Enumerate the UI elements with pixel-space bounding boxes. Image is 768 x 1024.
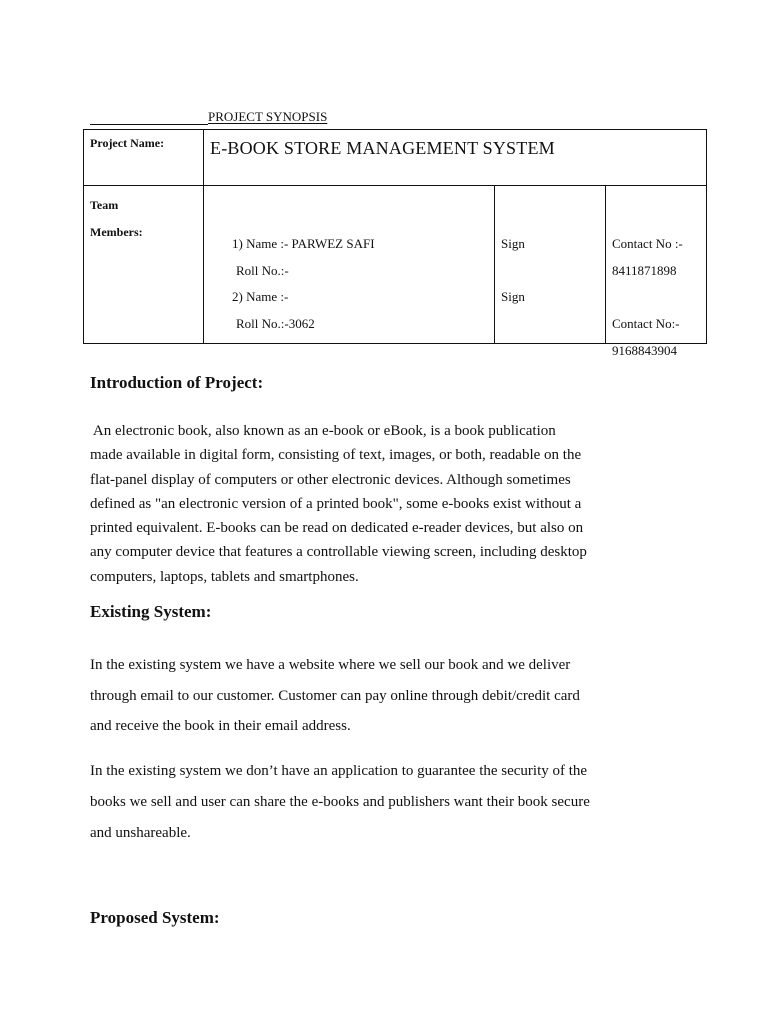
intro-line: An electronic book, also known as an e-book or eBook, is a book publication xyxy=(90,423,556,439)
member-2-roll: Roll No.:-3062 xyxy=(236,316,315,331)
contact-1-label: Contact No :- xyxy=(612,236,683,251)
intro-line: any computer device that features a controllable viewing screen, including desktop xyxy=(90,544,587,561)
team-members-label xyxy=(84,186,204,344)
contact-2-number: 9168843904 xyxy=(612,343,677,358)
existing-line: and unshareable. xyxy=(90,825,191,841)
intro-heading: Introduction of Project: xyxy=(90,373,264,392)
synopsis-heading xyxy=(90,109,331,125)
intro-line: defined as "an electronic version of a printed book", some e-books exist without a xyxy=(90,495,582,512)
existing-line: In the existing system we don’t have an application to guarantee the security of the xyxy=(90,763,588,779)
sign-cell xyxy=(495,186,606,344)
intro-line: made available in digital form, consisting of text, images, or both, readable on the xyxy=(90,447,582,464)
existing-heading: Existing System: xyxy=(90,602,212,621)
existing-line: through email to our customer. Customer can pay online through debit/credit card xyxy=(90,687,580,704)
project-name-value: E-BOOK STORE MANAGEMENT SYSTEM xyxy=(204,130,707,186)
member-1-roll: Roll No.:- xyxy=(236,263,289,278)
member-2-name: 2) Name :- xyxy=(232,289,289,304)
synopsis-title: PROJECT SYNOPSIS xyxy=(208,109,328,124)
intro-line: flat-panel display of computers or other electronic devices. Although sometimes xyxy=(90,471,571,488)
project-name-label: Project Name: xyxy=(84,130,204,186)
intro-paragraph xyxy=(90,419,680,589)
contact-2-label: Contact No:- xyxy=(612,316,680,331)
intro-line: computers, laptops, tablets and smartphones. xyxy=(90,568,359,585)
existing-paragraph-2 xyxy=(90,756,680,849)
sign-2: Sign xyxy=(501,289,525,304)
contact-1-number: 8411871898 xyxy=(612,263,677,278)
existing-line: In the existing system we have a website where we sell our book and we deliver xyxy=(90,657,571,673)
existing-line: and receive the book in their email address. xyxy=(90,718,351,734)
team-members-row xyxy=(84,186,707,344)
intro-line: printed equivalent. E-books can be read on dedicated e-reader devices, but also on xyxy=(90,520,584,537)
member-1-name: 1) Name :- PARWEZ SAFI xyxy=(232,236,375,251)
project-name-row xyxy=(84,130,707,186)
contact-cell xyxy=(606,186,707,358)
heading-rule xyxy=(90,112,208,125)
team-label-line2: Members: xyxy=(90,225,143,239)
existing-line: books we sell and user can share the e-books and publishers want their book secure xyxy=(90,794,590,810)
team-label-line1: Team xyxy=(90,198,119,212)
existing-paragraph-1 xyxy=(90,650,680,742)
members-cell xyxy=(204,186,495,344)
sign-1: Sign xyxy=(501,236,525,251)
project-info-table xyxy=(83,129,707,358)
proposed-heading: Proposed System: xyxy=(90,908,220,927)
